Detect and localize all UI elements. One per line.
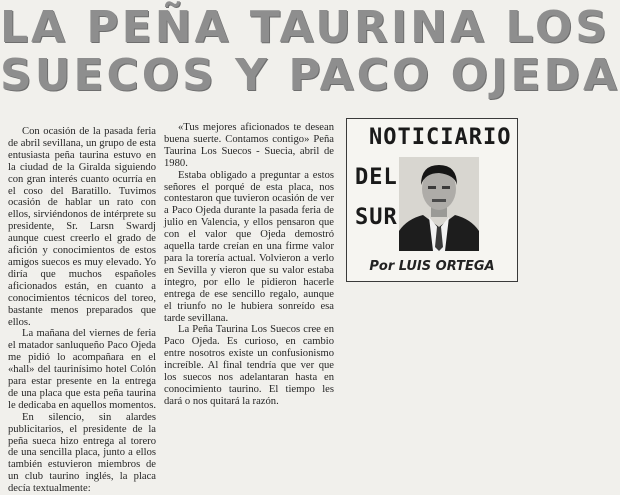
paragraph: Con ocasión de la pasada feria de abril sevillana, un grupo de esta entusiasta peña taurina estuvo en la ciudad de la Giralda siguiendo con gran interés cuanto ocurría en el coso del Baratillo. Tuvimos ocasión de hablar un rato con ellos, sirviéndonos de intérprete su presidente, Sr. Larsn Swardj aunque cuest creerlo el grado de afición y conocimientos de estos amigos suecos es muy elevado. Yo diría que muchos españoles aficionados están, en cuanto a conocimientos técnicos del toreo, bastante menos preparados que ellos. (8, 126, 156, 328)
column-header-box (346, 118, 518, 282)
author-byline: Por LUIS ORTEGA (369, 259, 495, 274)
article-column-1 (8, 126, 156, 495)
headline-line-2: SUECOS Y PACO OJEDA (0, 50, 620, 101)
column-title-line-1: NOTICIARIO (369, 125, 512, 150)
paragraph: En silencio, sin alardes publicitarios, el presidente de la peña sueca hizo entrega al torero de una sencilla placa, junto a ellos también estuvieron miembros de un club taurino inglés, la placa decía textualmente: (8, 411, 156, 495)
headline-line-1: LA PEÑA TAURINA LOS (0, 2, 610, 53)
paragraph: La mañana del viernes de feria el matador sanluqueño Paco Ojeda me pidió lo acompañara en el «hall» del taurinísimo hotel Colón para estar presente en la entrega de una placa que esta peña taurina le dedicaba en aquellos momentos. (8, 328, 156, 411)
headline (0, 2, 620, 101)
article-column-2 (164, 122, 334, 408)
paragraph: «Tus mejores aficionados te desean buena suerte. Contamos contigo» Peña Taurina Los Suecos - Suecia, abril de 1980. (164, 122, 334, 169)
paragraph: Estaba obligado a preguntar a estos señores el porqué de esta placa, nos contestaron que tuvieron ocasión de ver a Paco Ojeda durante la pasada feria de julio en Valencia, y ellos pensaron que con el valor que Ojeda demostró aquella tarde creían en una firme valor para la torería actual. Volvieron a verlo en Sevilla y vieron que su valor estaba íntegro, por ello le pidieron hacerle entrega de ese sencillo regalo, aunque el triunfo no le hubiera sonreído esa tarde sevillana. (164, 169, 334, 324)
column-title-line-2: DEL (355, 165, 398, 190)
author-photo (399, 157, 479, 251)
column-title-line-3: SUR (355, 205, 398, 230)
paragraph: La Peña Taurina Los Suecos cree en Paco Ojeda. Es curioso, en cambio entre nosotros existe un confusionismo increíble. Al final tendría que ver que los suecos nos adelantaran hasta en conocimiento taurino. El tiempo les dará o nos quitará la razón. (164, 324, 334, 407)
